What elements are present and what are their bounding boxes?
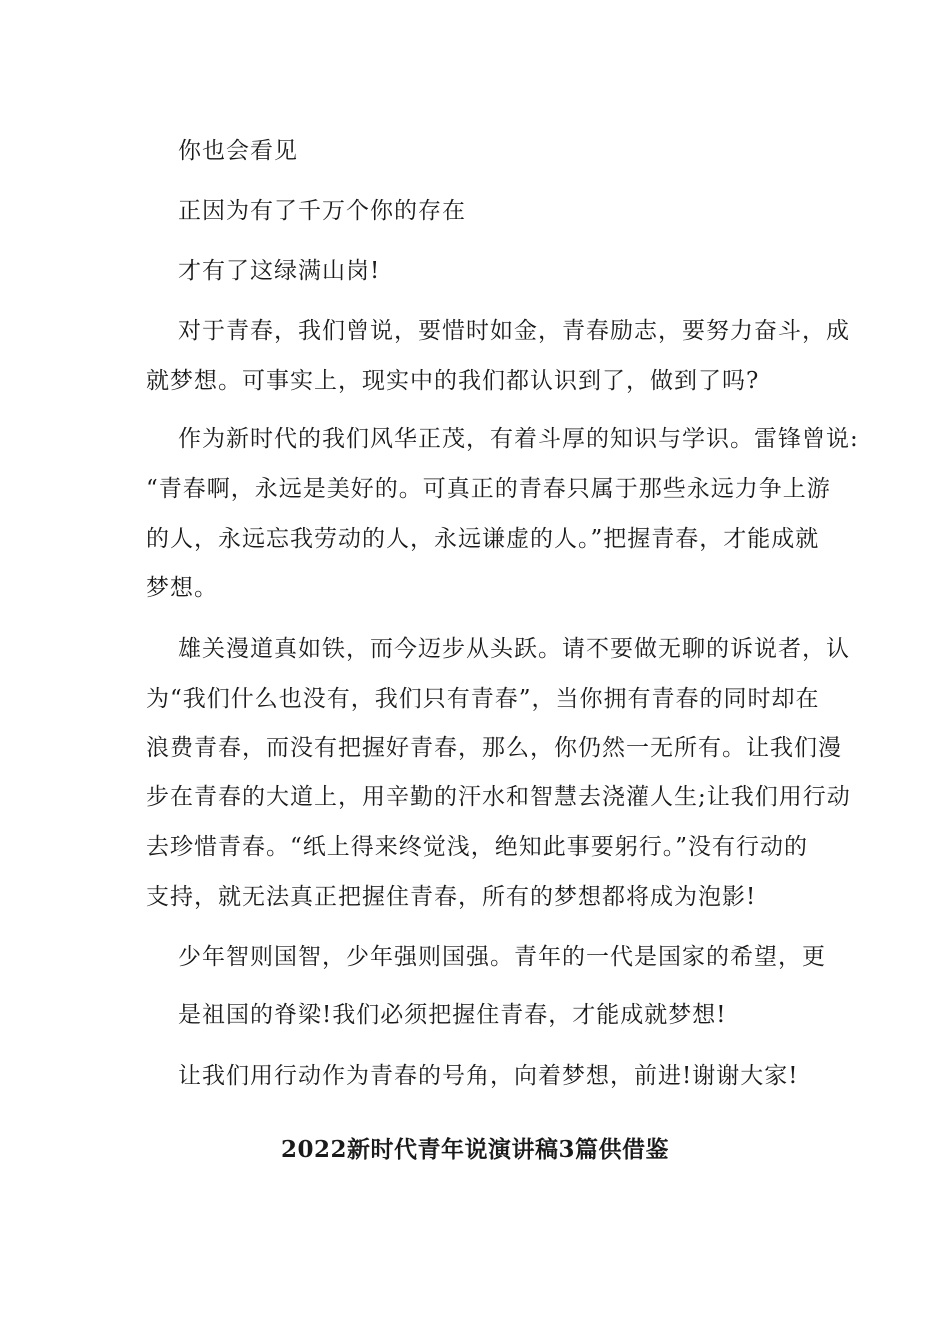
text-line: 梦想。 xyxy=(146,575,218,601)
document-heading: 2022新时代青年说演讲稿3篇供借鉴 xyxy=(280,1136,670,1163)
text-line: 你也会看见 xyxy=(178,138,298,164)
text-line: 支持，就无法真正把握住青春，所有的梦想都将成为泡影! xyxy=(146,884,757,910)
text-line: 步在青春的大道上，用辛勤的汗水和智慧去浇灌人生;让我们用行动 xyxy=(146,784,851,810)
text-line: 雄关漫道真如铁，而今迈步从头跃。请不要做无聊的诉说者，认 xyxy=(178,636,850,662)
text-line: 作为新时代的我们风华正茂，有着斗厚的知识与学识。雷锋曾说: xyxy=(178,426,859,452)
text-line: 对于青春，我们曾说，要惜时如金，青春励志，要努力奋斗，成 xyxy=(178,318,850,344)
text-line: 才有了这绿满山岗! xyxy=(178,258,381,284)
text-line: 正因为有了千万个你的存在 xyxy=(178,198,466,224)
text-line: 就梦想。可事实上，现实中的我们都认识到了，做到了吗? xyxy=(146,368,760,394)
text-line: 为“我们什么也没有，我们只有青春”，当你拥有青春的同时却在 xyxy=(146,686,820,712)
text-line: 的人，永远忘我劳动的人，永远谦虚的人。”把握青春，才能成就 xyxy=(146,526,820,552)
text-line: “青春啊，永远是美好的。可真正的青春只属于那些永远力争上游 xyxy=(146,476,831,502)
text-line: 是祖国的脊梁!我们必须把握住青春，才能成就梦想! xyxy=(178,1002,727,1028)
text-line: 让我们用行动作为青春的号角，向着梦想，前进!谢谢大家! xyxy=(178,1063,799,1089)
text-line: 少年智则国智，少年强则国强。青年的一代是国家的希望，更 xyxy=(178,944,826,970)
text-line: 浪费青春，而没有把握好青春，那么，你仍然一无所有。让我们漫 xyxy=(146,735,842,761)
text-line: 去珍惜青春。“纸上得来终觉浅，绝知此事要躬行。”没有行动的 xyxy=(146,834,809,860)
